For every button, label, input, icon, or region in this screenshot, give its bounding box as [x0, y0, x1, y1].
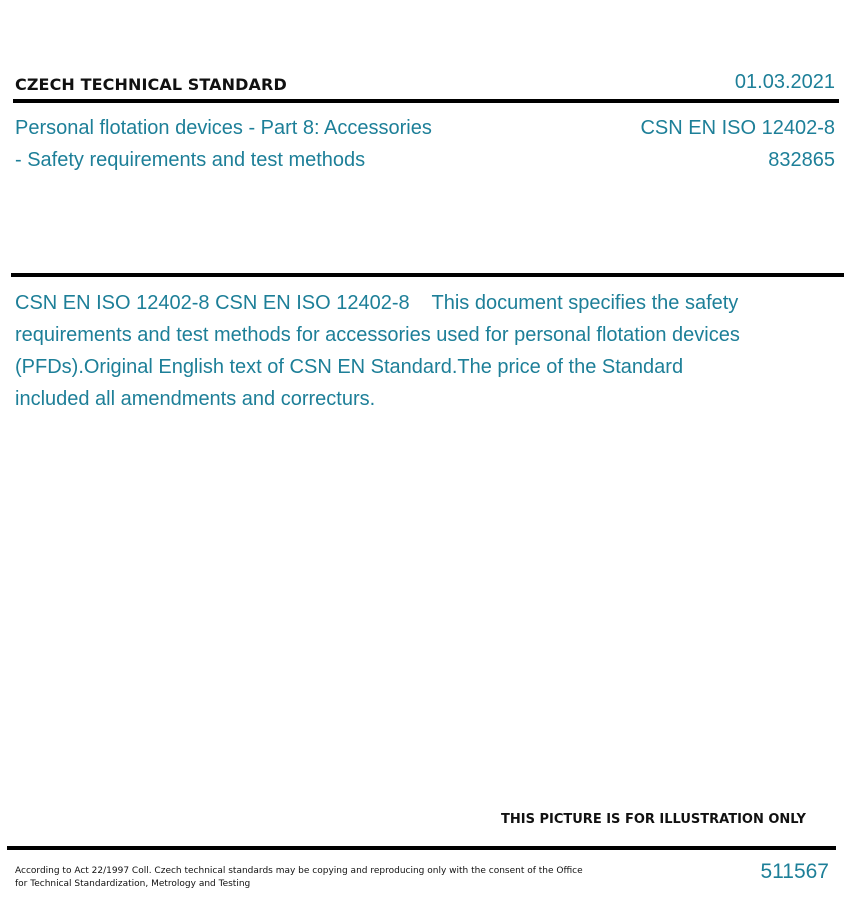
legal-notice-line2: for Technical Standardization, Metrology and Testing — [15, 879, 251, 889]
standard-title-line1: Personal flotation devices - Part 8: Accessories — [15, 117, 432, 139]
publication-date: 01.03.2021 — [734, 71, 835, 93]
title-divider — [11, 273, 844, 277]
document-type-label: CZECH TECHNICAL STANDARD — [15, 75, 287, 94]
classification-number: 832865 — [768, 149, 835, 171]
legal-notice — [15, 865, 585, 891]
footer-divider — [7, 846, 836, 850]
standard-title-line2: - Safety requirements and test methods — [15, 149, 366, 171]
illustration-note: THIS PICTURE IS FOR ILLUSTRATION ONLY — [501, 812, 806, 827]
header-divider — [13, 99, 839, 103]
standard-description: CSN EN ISO 12402-8 CSN EN ISO 12402-8 This document specifies the safety requirements and test methods for accessories used for personal flotation devices (PFDs).Original English text of CSN EN Standard.The price of the Standard included all amendments and correcturs. — [15, 292, 746, 410]
catalog-number: 511567 — [760, 860, 829, 883]
standard-code: CSN EN ISO 12402-8 — [640, 117, 835, 139]
legal-notice-line1: According to Act 22/1997 Coll. Czech technical standards may be copying and reproducing only with the consent of the Office — [15, 866, 583, 876]
